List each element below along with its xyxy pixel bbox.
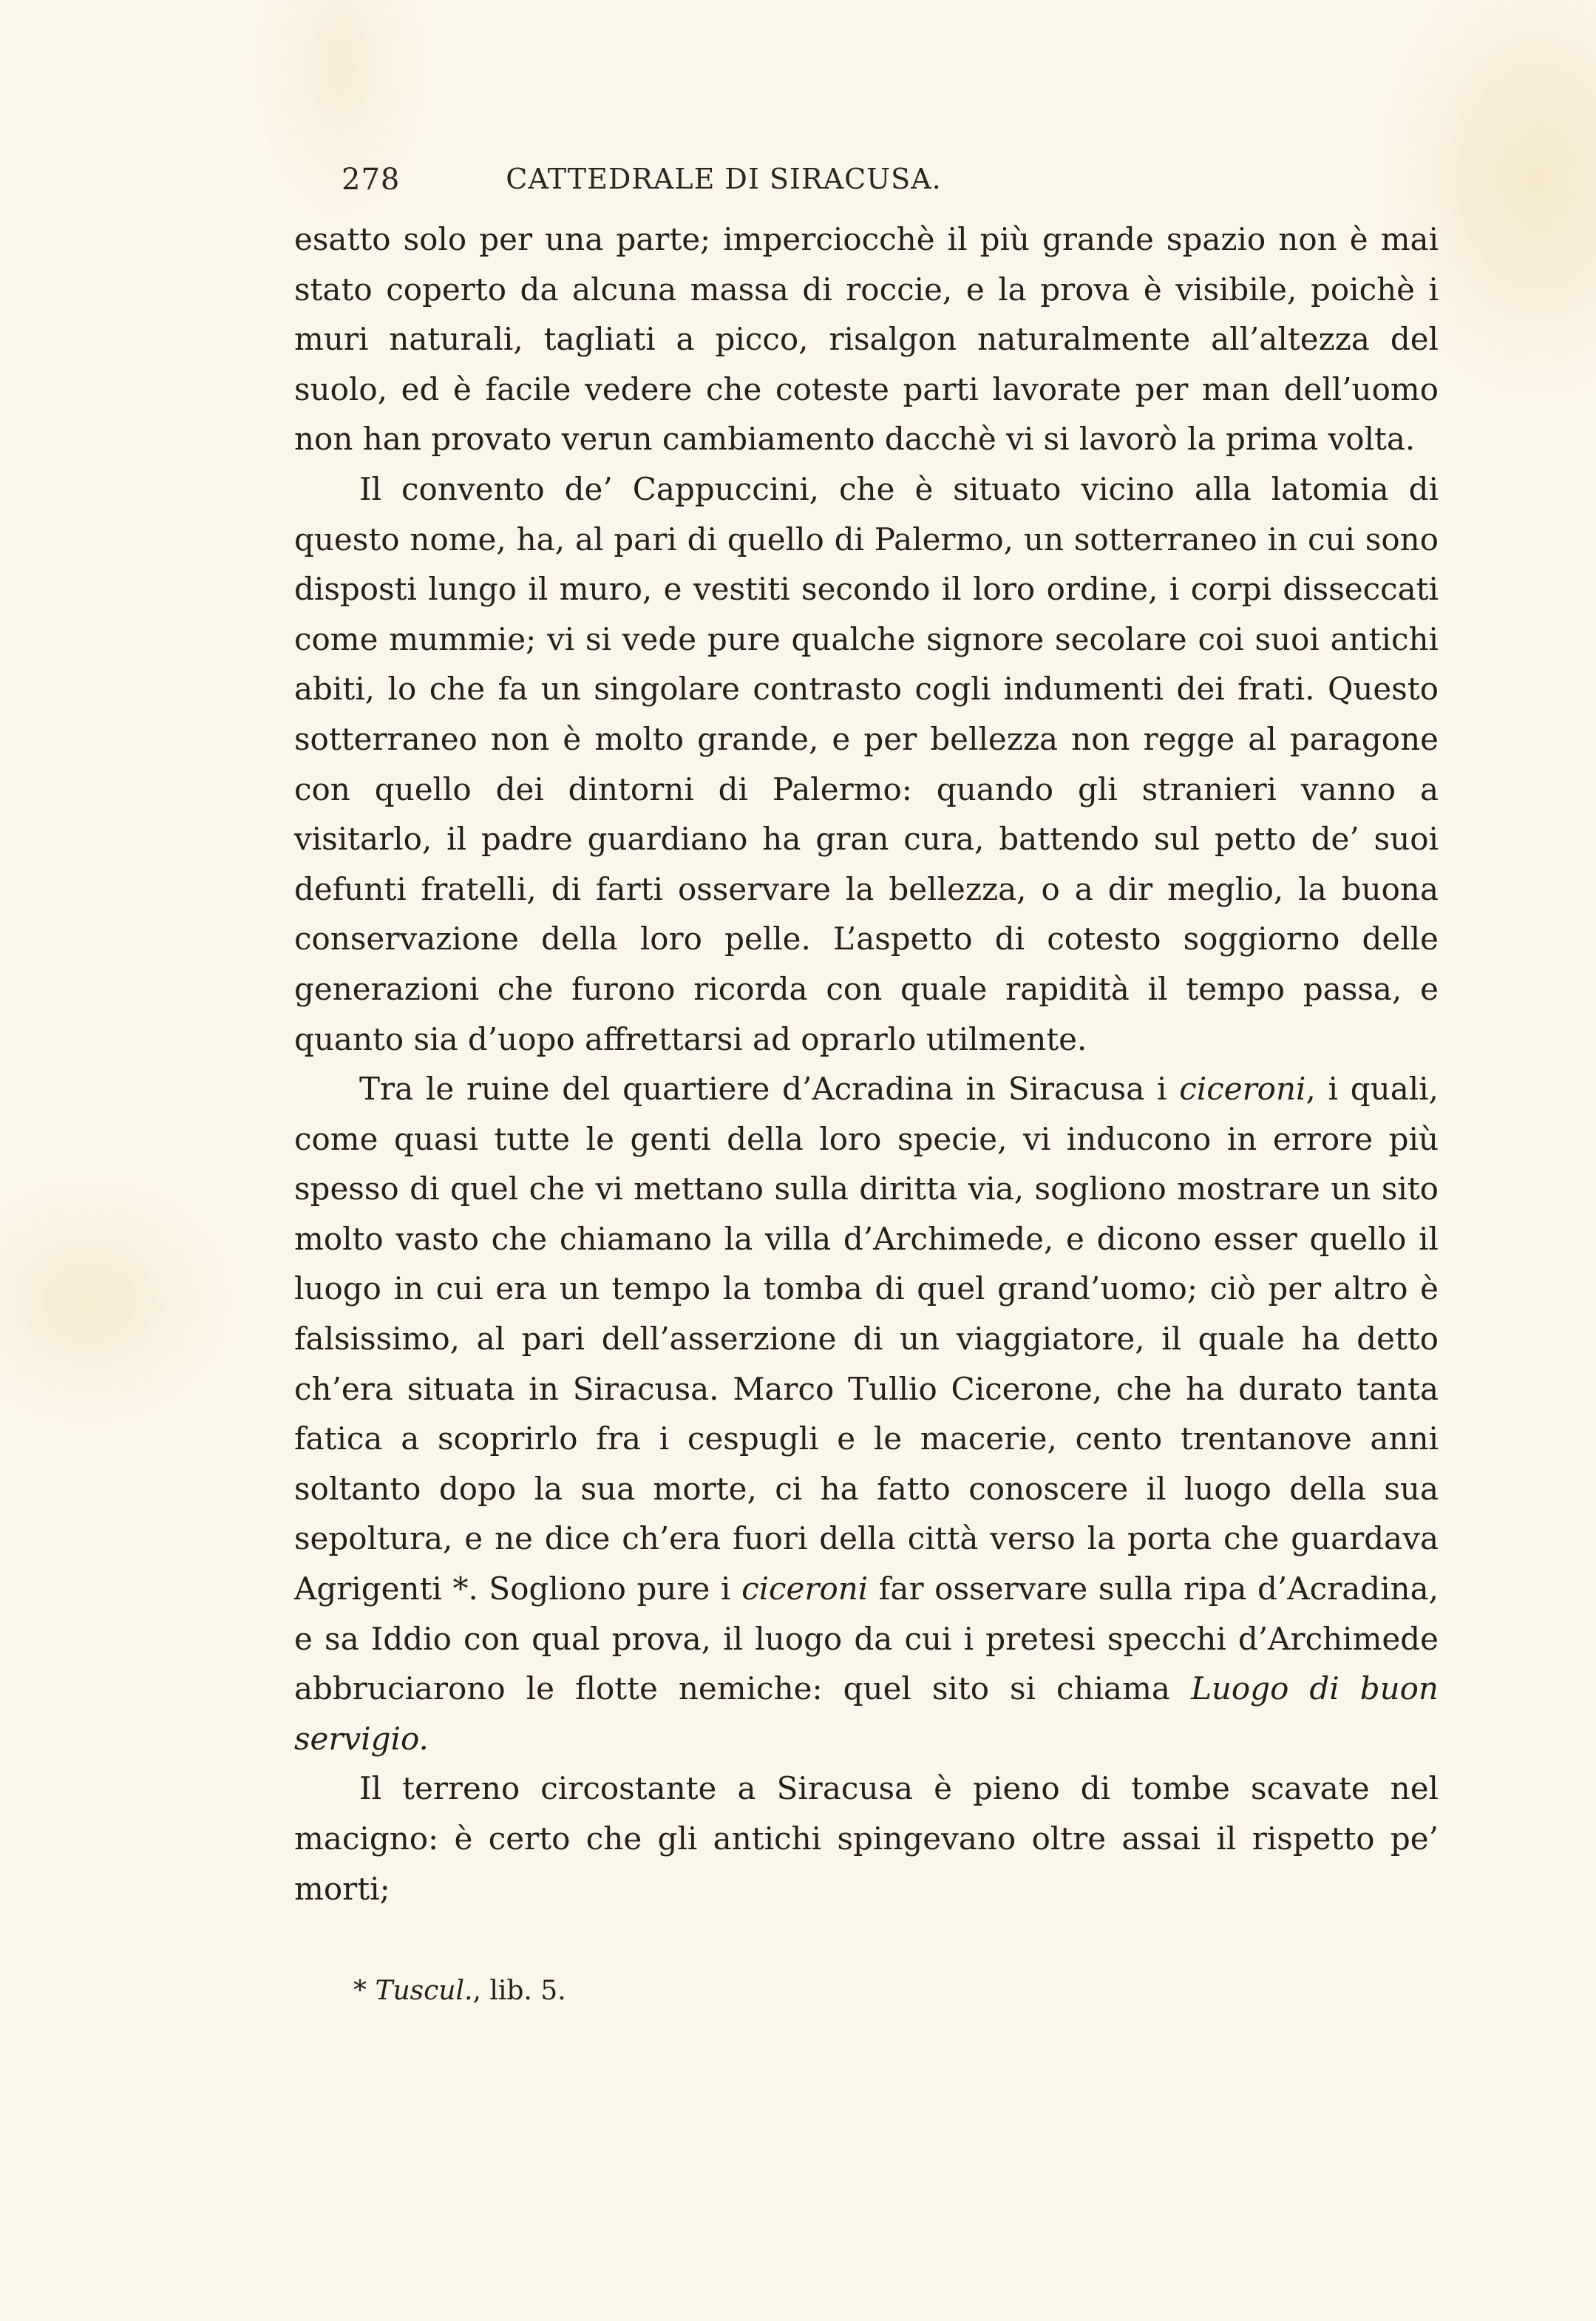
page-number: 278 xyxy=(342,163,401,197)
paragraph-3-part-1: Tra le ruine del quartiere d’Acradina in Siracusa i xyxy=(359,1071,1180,1108)
paragraph-4 xyxy=(294,1763,1439,1914)
paragraph-1 xyxy=(294,214,1439,464)
paragraph-3-part-6: Luogo di buon servigio. xyxy=(294,1670,1439,1757)
paragraph-1-text: esatto solo per una parte; imperciocchè il più grande spazio non è mai stato coperto da alcuna massa di roccie, e la prova è visibile, poichè i muri naturali, tagliati a picco, risalgon naturalmente all’altezza del suolo, ed è facile vedere che coteste parti lavorate per man dell’uomo non han provato verun cambiamento dacchè vi si lavorò la prima volta. xyxy=(294,221,1439,458)
running-head xyxy=(342,163,1106,207)
footnote-work: Tuscul. xyxy=(375,1976,473,2006)
footnote xyxy=(353,1976,1240,2006)
paragraph-3 xyxy=(294,1064,1439,1763)
running-title: CATTEDRALE DI SIRACUSA. xyxy=(506,163,942,195)
footnote-ref: , lib. 5. xyxy=(472,1976,566,2006)
paragraph-2-text: Il convento de’ Cappuccini, che è situato vicino alla latomia di questo nome, ha, al pari di quello di Palermo, un sotterraneo in cui sono disposti lungo il muro, e vestiti secondo il loro ordine, i corpi disseccati come mummie; vi si vede pure qualche signore secolare coi suoi antichi abiti, lo che fa un singolare contrasto cogli indumenti dei frati. Questo sotterraneo non è molto grande, e per bellezza non regge al paragone con quello dei dintorni di Palermo: quando gli stranieri vanno a visitarlo, il padre guardiano ha gran cura, battendo sul petto de’ suoi defunti fratelli, di farti osservare la bellezza, o a dir meglio, la buona conservazione della loro pelle. L’aspetto di cotesto soggiorno delle generazioni che furono ricorda con quale rapidità il tempo passa, e quanto sia d’uopo affrettarsi ad oprarlo utilmente. xyxy=(294,470,1439,1057)
paragraph-2 xyxy=(294,464,1439,1064)
paragraph-3-part-5: far osservare sulla ripa d’Acradina, e sa Iddio con qual prova, il luogo da cui i pretesi specchi d’Archimede abbruciarono le flotte nemiche: quel sito si chiama xyxy=(294,1571,1439,1707)
footnote-mark: * xyxy=(353,1976,367,2006)
paragraph-3-part-4: ciceroni xyxy=(741,1571,869,1607)
body-text xyxy=(294,214,1439,1914)
paragraph-4-text: Il terreno circostante a Siracusa è pieno di tombe scavate nel macigno: è certo che gli antichi spingevano oltre assai il rispetto pe’ morti; xyxy=(294,1770,1439,1907)
paragraph-3-part-2: ciceroni xyxy=(1179,1071,1306,1108)
paragraph-3-part-3: , i quali, come quasi tutte le genti della loro specie, vi inducono in errore più spesso di quel che vi mettano sulla diritta via, sogliono mostrare un sito molto vasto che chiamano la villa d’Archimede, e dicono esser quello il luogo in cui era un tempo la tomba di quel grand’uomo; ciò per altro è falsissimo, al pari dell’asserzione di un viaggiatore, il quale ha detto ch’era situata in Siracusa. Marco Tullio Cicerone, che ha durato tanta fatica a scoprirlo fra i cespugli e le macerie, cento trentanove anni soltanto dopo la sua morte, ci ha fatto conoscere il luogo della sua sepoltura, e ne dice ch’era fuori della città verso la porta che guardava Agrigenti *. Sogliono pure i xyxy=(294,1071,1439,1607)
